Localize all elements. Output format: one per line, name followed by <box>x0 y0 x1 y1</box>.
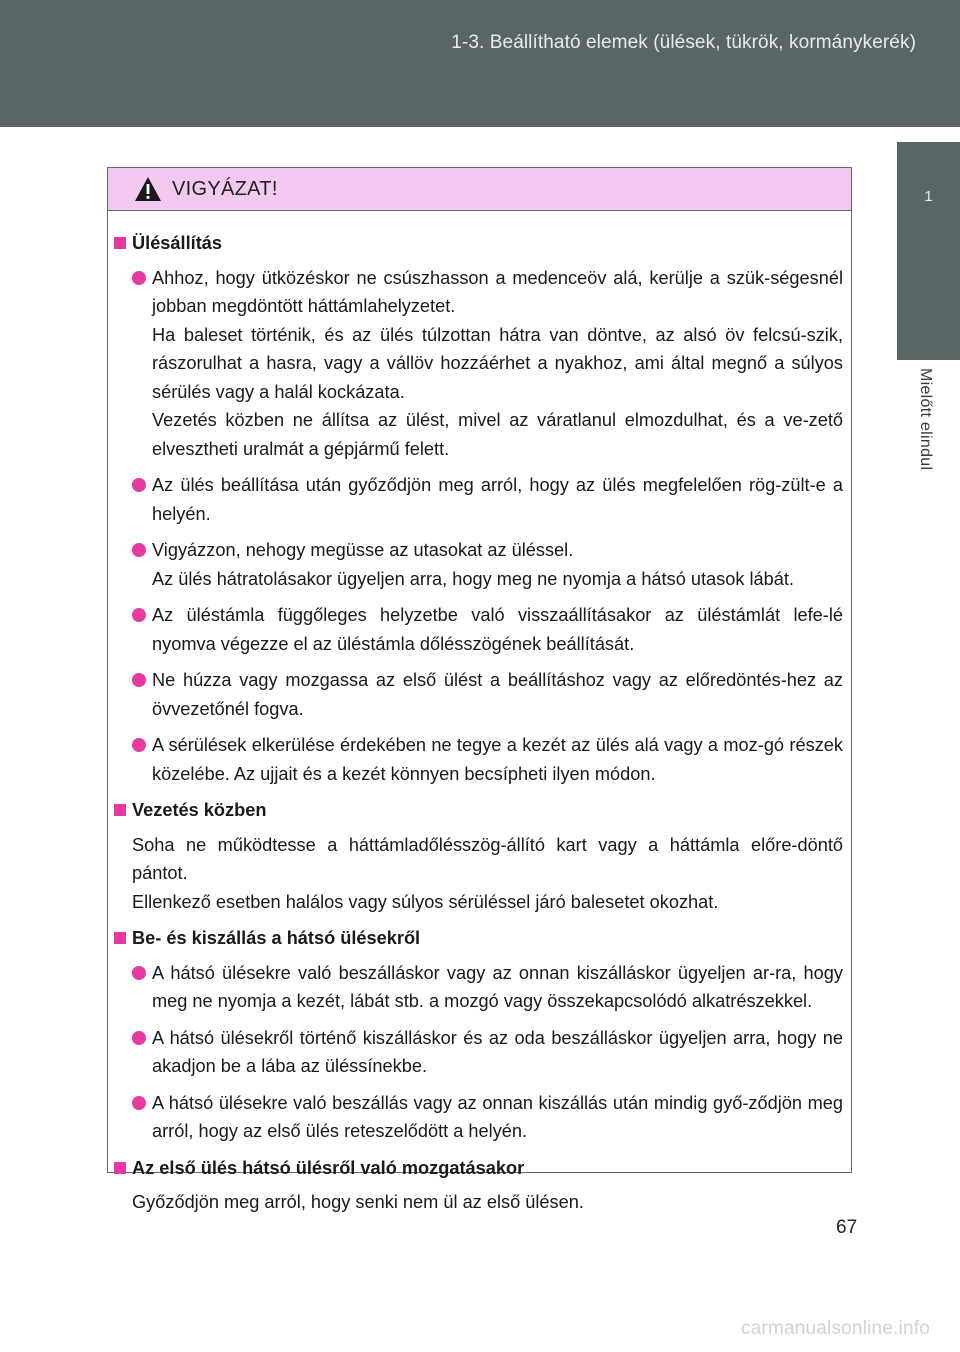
header-band <box>0 0 960 127</box>
list-item: Ahhoz, hogy ütközéskor ne csúszhasson a medenceöv alá, kerülje a szük-ségesnél jobban megdöntött háttámlahelyzetet. Ha baleset történik, és az ülés túlzottan hátra van döntve, az alsó öv felcsú-szik, rászorulhat a hasra, vagy a vállöv hozzáérhet a nyakhoz, ami által megnő a súlyos sérülés vagy a halál kockázata. Vezetés közben ne állítsa az ülést, mivel az váratlanul elmozdulhat, és a ve-zető elvesztheti uralmát a gépjármű felett. <box>132 264 843 464</box>
warning-box <box>107 167 852 1212</box>
page-number: 67 <box>836 1217 858 1238</box>
header-title: 1-3. Beállítható elemek (ülések, tükrök, kormánykerék) <box>451 32 916 53</box>
square-bullet-icon <box>114 237 126 249</box>
list-item: A hátsó ülésekről történő kiszálláskor és az oda beszálláskor ügyeljen arra, hogy ne akadjon be a lába az üléssínekbe. <box>132 1024 843 1081</box>
round-bullet-icon <box>132 271 146 285</box>
section-heading: Az első ülés hátsó ülésről való mozgatásakor <box>114 1154 843 1183</box>
warning-content <box>108 211 851 1217</box>
section-heading: Ülésállítás <box>114 229 843 258</box>
list-item: Az ülés beállítása után győződjön meg arról, hogy az ülés megfelelően rög-zült-e a helyén. <box>132 471 843 528</box>
section-heading: Be- és kiszállás a hátsó ülésekről <box>114 924 843 953</box>
warning-triangle-icon <box>134 176 162 202</box>
paragraph: Soha ne működtesse a háttámladőlésszög-állító kart vagy a háttámla előre-döntő pántot. Ellenkező esetben halálos vagy súlyos sérüléssel járó balesetet okozhat. <box>132 834 843 912</box>
warning-title: VIGYÁZAT! <box>172 177 278 200</box>
round-bullet-icon <box>132 608 146 622</box>
round-bullet-icon <box>132 1031 146 1045</box>
list-item: A sérülések elkerülése érdekében ne tegye a kezét az ülés alá vagy a moz-gó részek közelébe. Az ujjait és a kezét könnyen becsípheti ilyen módon. <box>132 731 843 788</box>
chapter-number: 1 <box>924 188 933 205</box>
list-item: Ne húzza vagy mozgassa az első ülést a beállításhoz vagy az előredöntés-hez az övvezetőnél fogva. <box>132 666 843 723</box>
square-bullet-icon <box>114 1162 126 1174</box>
chapter-label: Mielőtt elindul <box>917 368 934 471</box>
list-item: Vigyázzon, nehogy megüsse az utasokat az üléssel. Az ülés hátratolásakor ügyeljen arra, hogy meg ne nyomja a hátsó utasok lábát. <box>132 536 843 593</box>
section-heading: Vezetés közben <box>114 796 843 825</box>
round-bullet-icon <box>132 1096 146 1110</box>
list-item: Az üléstámla függőleges helyzetbe való visszaállításakor az üléstámlát lefe-lé nyomva végezze el az üléstámla dőlésszögének beállítását. <box>132 601 843 658</box>
round-bullet-icon <box>132 966 146 980</box>
round-bullet-icon <box>132 478 146 492</box>
list-item: A hátsó ülésekre való beszálláskor vagy az onnan kiszálláskor ügyeljen ar-ra, hogy meg ne nyomja a kezét, lábát stb. a mozgó vagy összekapcsolódó alkatrészekkel. <box>132 959 843 1016</box>
square-bullet-icon <box>114 804 126 816</box>
round-bullet-icon <box>132 738 146 752</box>
chapter-tab <box>897 142 960 360</box>
square-bullet-icon <box>114 932 126 944</box>
list-item: A hátsó ülésekre való beszállás vagy az onnan kiszállás után mindig győ-ződjön meg arról, hogy az első ülés reteszelődött a helyén. <box>132 1089 843 1146</box>
warning-header <box>108 168 851 211</box>
round-bullet-icon <box>132 543 146 557</box>
paragraph: Győződjön meg arról, hogy senki nem ül az első ülésen. <box>132 1192 584 1212</box>
watermark: carmanualsonline.info <box>740 1318 930 1339</box>
round-bullet-icon <box>132 673 146 687</box>
